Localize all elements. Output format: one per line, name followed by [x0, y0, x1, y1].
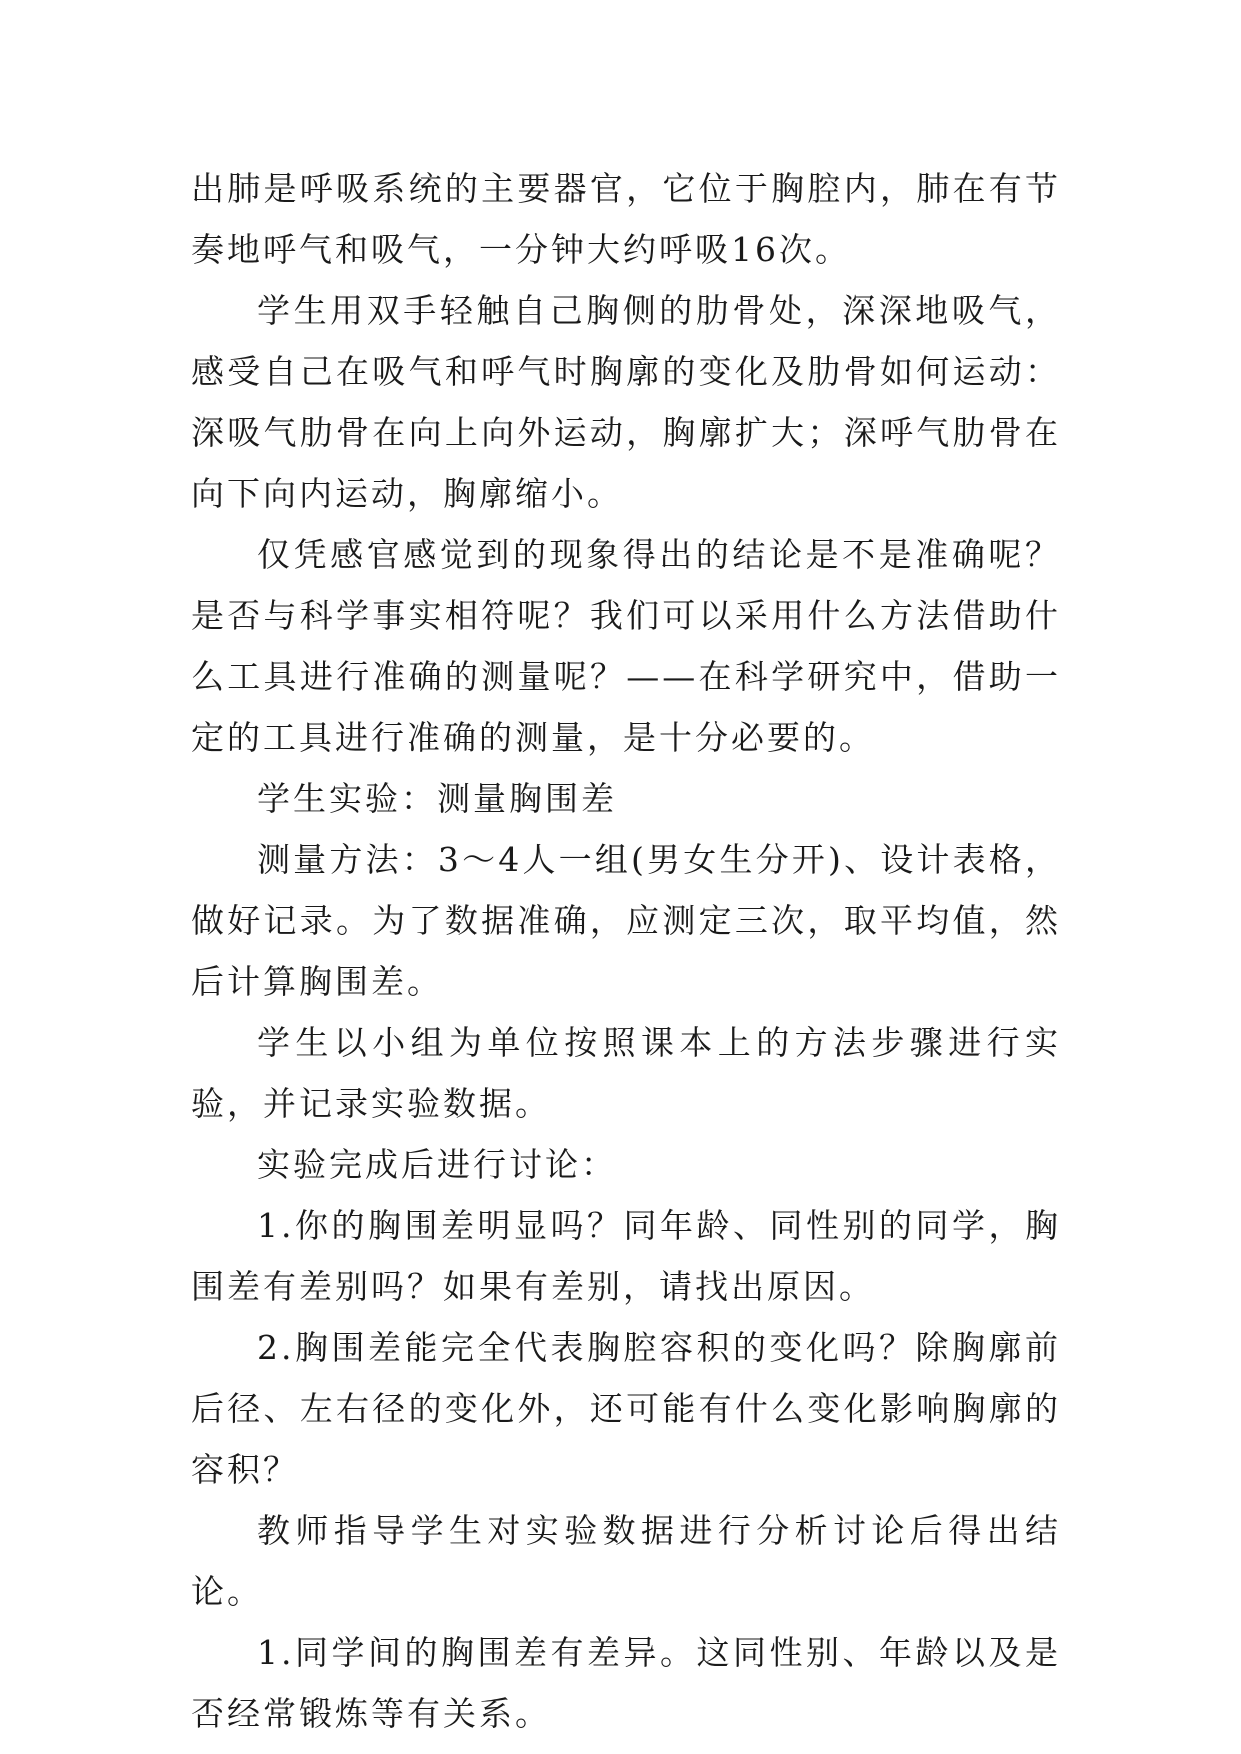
paragraph-lung-intro: 出肺是呼吸系统的主要器官，它位于胸腔内，肺在有节奏地呼气和吸气，一分钟大约呼吸16次。 — [191, 169, 1061, 269]
paragraph-question-1: 1.你的胸围差明显吗？同年龄、同性别的同学，胸围差有差别吗？如果有差别，请找出原因。 — [191, 1206, 1061, 1306]
paragraph-measurement-question: 仅凭感官感觉到的现象得出的结论是不是准确呢？是否与科学事实相符呢？我们可以采用什么方法借助什么工具进行准确的测量呢？——在科学研究中，借助一定的工具进行准确的测量，是十分必要的。 — [191, 535, 1061, 757]
paragraph-discussion-intro: 实验完成后进行讨论： — [257, 1145, 617, 1184]
paragraph-group-experiment: 学生以小组为单位按照课本上的方法步骤进行实验，并记录实验数据。 — [191, 1023, 1061, 1123]
paragraph-conclusion-1: 1.同学间的胸围差有差异。这同性别、年龄以及是否经常锻炼等有关系。 — [191, 1633, 1061, 1733]
paragraph-rib-activity: 学生用双手轻触自己胸侧的肋骨处，深深地吸气，感受自己在吸气和呼气时胸廓的变化及肋骨如何运动：深吸气肋骨在向上向外运动，胸廓扩大；深呼气肋骨在向下向内运动，胸廓缩小。 — [191, 291, 1061, 513]
paragraph-teacher-guidance: 教师指导学生对实验数据进行分析讨论后得出结论。 — [191, 1511, 1061, 1611]
document-body — [191, 158, 1061, 1744]
paragraph-question-2: 2.胸围差能完全代表胸腔容积的变化吗？除胸廓前后径、左右径的变化外，还可能有什么变化影响胸廓的容积？ — [191, 1328, 1061, 1489]
paragraph-measurement-method: 测量方法：3～4人一组(男女生分开)、设计表格，做好记录。为了数据准确，应测定三次，取平均值，然后计算胸围差。 — [191, 840, 1061, 1001]
paragraph-experiment-title: 学生实验：测量胸围差 — [257, 779, 617, 818]
